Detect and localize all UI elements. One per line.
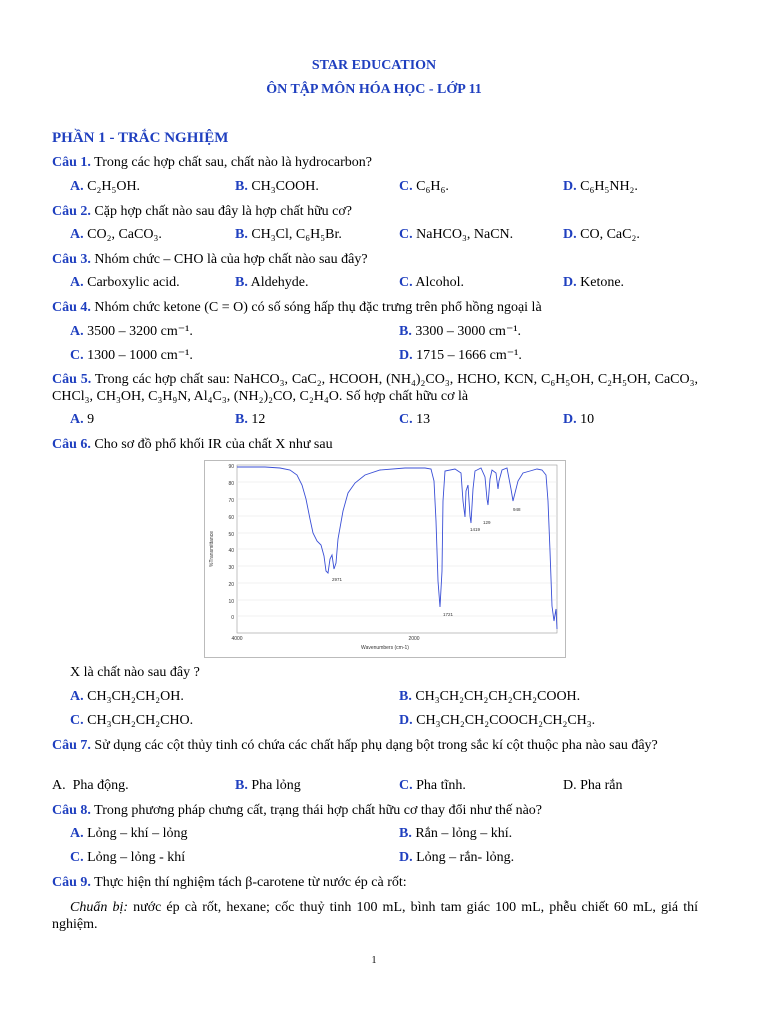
y-tick: 20	[228, 582, 234, 588]
question-text: Nhóm chức ketone (C = O) có số sóng hấp thụ đặc trưng trên phổ hồng ngoại là	[90, 300, 542, 315]
q3-option-d	[563, 275, 624, 291]
q7-option-a	[52, 778, 129, 794]
peak-label: 2971	[332, 577, 343, 582]
option-letter: C.	[399, 179, 413, 194]
q6-option-b	[399, 689, 580, 705]
page-number: 1	[371, 955, 377, 966]
option-text: 1715 – 1666 cm⁻¹.	[416, 348, 522, 363]
option-text: CO₂, CaCO₃.	[87, 227, 162, 242]
question-text: Cặp hợp chất nào sau đây là hợp chất hữu cơ?	[90, 204, 353, 219]
q4-option-d	[399, 347, 522, 364]
option-text: Alcohol.	[415, 275, 464, 290]
question-text: Sử dụng các cột thủy tinh có chứa các chất hấp phụ dạng bột trong sắc kí cột thuộc pha nào sau đây?	[90, 738, 658, 753]
option-text: Ketone.	[580, 275, 625, 290]
option-letter: A.	[70, 324, 84, 339]
question-label: Câu 2.	[52, 204, 91, 219]
option-text: 10	[580, 412, 595, 427]
q4-option-b	[399, 323, 521, 340]
option-text: 1300 – 1000 cm⁻¹.	[87, 348, 193, 363]
option-letter: D.	[399, 850, 413, 865]
option-letter: C.	[399, 778, 413, 793]
y-tick: 30	[228, 565, 234, 571]
q3-option-c	[399, 275, 464, 291]
option-letter: D.	[563, 412, 577, 427]
q7-option-d	[563, 778, 623, 794]
y-tick: 50	[228, 532, 234, 538]
option-text: Pha lỏng	[251, 778, 301, 793]
q5-option-a	[70, 412, 94, 428]
question-label: Câu 7.	[52, 738, 91, 753]
option-text: 9	[87, 412, 95, 427]
q2-option-d	[563, 227, 640, 243]
option-text: 12	[251, 412, 266, 427]
q1-option-d	[563, 179, 638, 195]
section-heading: PHẦN 1 - TRẮC NGHIỆM	[52, 130, 229, 146]
y-tick: 0	[231, 615, 234, 621]
option-letter: D.	[563, 227, 577, 242]
q5-option-b	[235, 412, 265, 428]
preparation-label: Chuẩn bị:	[70, 900, 128, 915]
question-text: Trong các hợp chất sau, chất nào là hydrocarbon?	[90, 155, 372, 170]
y-tick: 10	[228, 599, 234, 605]
q4-option-a	[70, 323, 193, 340]
option-letter: C.	[399, 227, 413, 242]
option-letter: A.	[70, 227, 84, 242]
option-letter: B.	[235, 275, 248, 290]
q1-option-a	[70, 179, 140, 195]
ir-spectrum-plot	[205, 461, 565, 657]
option-letter: B.	[235, 227, 248, 242]
option-text: Aldehyde.	[250, 275, 309, 290]
question-label: Câu 4.	[52, 300, 91, 315]
q6-subquestion: X là chất nào sau đây ?	[70, 665, 200, 680]
peak-label: 1721	[443, 612, 454, 617]
option-text: Pha rắn	[580, 778, 623, 793]
option-letter: D.	[399, 713, 413, 728]
option-letter: B.	[235, 179, 248, 194]
q4-option-c	[70, 347, 193, 364]
option-letter: A.	[70, 826, 84, 841]
option-letter: B.	[235, 412, 248, 427]
q5-option-d	[563, 412, 594, 428]
ir-spectrum-figure	[204, 460, 566, 658]
question-label: Câu 1.	[52, 155, 91, 170]
option-text: CH₃COOH.	[251, 179, 319, 194]
q7-option-c	[399, 778, 466, 794]
x-tick: 2000	[408, 636, 420, 642]
option-text: CO, CaC₂.	[580, 227, 640, 242]
q3-option-b	[235, 275, 309, 291]
q1-option-b	[235, 179, 319, 195]
question-text: Thực hiện thí nghiệm tách β-carotene từ nước ép cà rốt:	[90, 875, 407, 890]
question-1	[52, 154, 698, 171]
question-label: Câu 6.	[52, 437, 91, 452]
question-label: Câu 9.	[52, 875, 91, 890]
question-text: Trong các hợp chất sau: NaHCO₃, CaC₂, HCOOH, (NH₄)₂CO₃, HCHO, KCN, C₆H₅OH, C₂H₅OH, CaCO₃, CHCl₃, CH₃OH, C₃H₉N, Al₄C₃, (NH₂)₂CO, C₂H₄O. Số hợp chất hữu cơ là	[52, 372, 698, 404]
question-3	[52, 251, 698, 268]
option-text: CH₃CH₂CH₂CH₂CH₂COOH.	[415, 689, 581, 704]
option-letter: C.	[70, 348, 84, 363]
option-letter: B.	[399, 324, 412, 339]
question-4	[52, 299, 698, 316]
option-text: CH₃CH₂CH₂OH.	[87, 689, 184, 704]
option-text: C₆H₆.	[416, 179, 449, 194]
option-letter: A.	[70, 275, 84, 290]
peak-label: 1419	[470, 527, 481, 532]
option-text: Rắn – lỏng – khí.	[415, 826, 513, 841]
q2-option-a	[70, 227, 162, 243]
page-title: ÔN TẬP MÔN HÓA HỌC - LỚP 11	[266, 82, 482, 97]
q2-option-c	[399, 227, 513, 243]
option-letter: C.	[70, 850, 84, 865]
y-tick: 60	[228, 515, 234, 521]
option-letter: D.	[563, 778, 577, 793]
option-text: CH₃Cl, C₆H₅Br.	[251, 227, 342, 242]
question-6	[52, 436, 698, 453]
question-text: Trong phương pháp chưng cất, trạng thái hợp chất hữu cơ thay đổi như thế nào?	[90, 803, 542, 818]
x-axis-label: Wavenumbers (cm-1)	[361, 645, 409, 651]
option-text: 3500 – 3200 cm⁻¹.	[87, 324, 193, 339]
option-letter: B.	[399, 826, 412, 841]
peak-label: 129	[483, 520, 491, 525]
question-label: Câu 8.	[52, 803, 91, 818]
option-letter: B.	[399, 689, 412, 704]
y-tick: 80	[228, 481, 234, 487]
option-letter: D.	[399, 348, 413, 363]
org-name: STAR EDUCATION	[311, 58, 437, 73]
question-8	[52, 802, 698, 819]
peak-label: 948	[513, 507, 521, 512]
q7-option-b	[235, 778, 301, 794]
preparation-text: nước ép cà rốt, hexane; cốc thuỷ tinh 100 mL, bình tam giác 100 mL, phễu chiết 60 mL, giá thí nghiệm.	[52, 900, 699, 932]
q2-option-b	[235, 227, 342, 243]
question-7	[52, 737, 698, 754]
q6-option-d	[399, 713, 595, 729]
option-letter: A.	[70, 412, 84, 427]
option-text: Carboxylic acid.	[87, 275, 180, 290]
option-text: C₆H₅NH₂.	[580, 179, 638, 194]
q9-preparation	[52, 899, 698, 933]
question-9	[52, 874, 698, 891]
option-text: Lỏng – khí – lỏng	[87, 826, 188, 841]
x-tick: 4000	[231, 636, 243, 642]
question-text: Cho sơ đồ phổ khối IR của chất X như sau	[90, 437, 333, 452]
q3-option-a	[70, 275, 180, 291]
option-text: NaHCO₃, NaCN.	[416, 227, 514, 242]
question-label: Câu 5.	[52, 372, 92, 387]
option-text: 13	[416, 412, 431, 427]
q8-option-c	[70, 850, 185, 866]
x-tick-labels	[231, 636, 419, 642]
option-text: Lỏng – rắn- lỏng.	[416, 850, 515, 865]
question-text: Nhóm chức – CHO là của hợp chất nào sau đây?	[90, 252, 368, 267]
option-letter: A.	[70, 689, 84, 704]
y-axis-label: %Transmittance	[209, 531, 215, 567]
y-tick: 70	[228, 498, 234, 504]
question-2	[52, 203, 698, 220]
option-letter: D.	[563, 179, 577, 194]
option-text: CH₃CH₂CH₂CHO.	[87, 713, 194, 728]
option-text: Pha động.	[72, 778, 129, 793]
q5-option-c	[399, 412, 430, 428]
q6-option-c	[70, 713, 193, 729]
option-letter: B.	[235, 778, 248, 793]
option-letter: C.	[70, 713, 84, 728]
option-letter: A.	[52, 778, 66, 793]
option-text: Pha tĩnh.	[416, 778, 466, 793]
option-letter: C.	[399, 412, 413, 427]
option-text: 3300 – 3000 cm⁻¹.	[415, 324, 522, 339]
q8-option-b	[399, 826, 512, 842]
q6-option-a	[70, 689, 184, 705]
option-text: Lỏng – lỏng - khí	[87, 850, 186, 865]
y-tick: 90	[228, 464, 234, 470]
y-tick-labels	[228, 464, 234, 621]
option-letter: C.	[399, 275, 413, 290]
option-letter: A.	[70, 179, 84, 194]
option-letter: D.	[563, 275, 577, 290]
question-5	[52, 371, 698, 405]
y-tick: 40	[228, 548, 234, 554]
option-text: C₂H₅OH.	[87, 179, 141, 194]
q8-option-a	[70, 826, 187, 842]
q1-option-c	[399, 179, 449, 195]
option-text: CH₃CH₂CH₂COOCH₂CH₂CH₃.	[416, 713, 596, 728]
question-label: Câu 3.	[52, 252, 91, 267]
q8-option-d	[399, 850, 514, 866]
